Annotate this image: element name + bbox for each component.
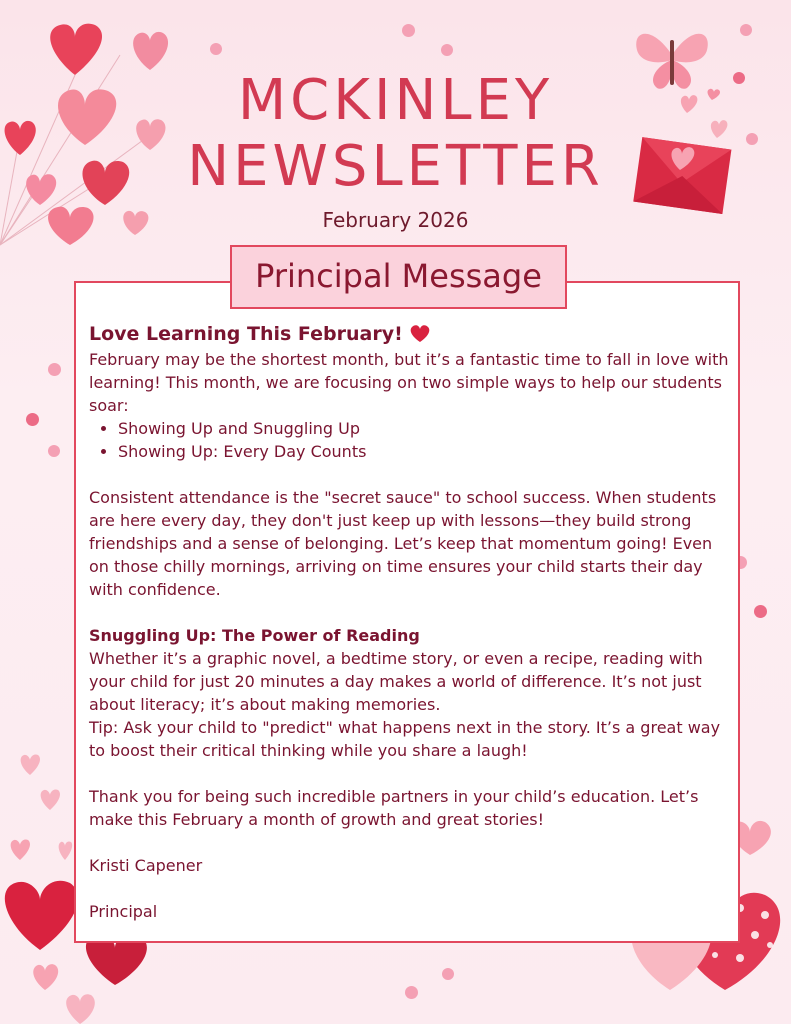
decor-dot [48, 363, 61, 376]
intro-paragraph: February may be the shortest month, but it’s a fantastic time to fall in love with learning! This month, we are focusing on two simple ways to help our students soar: [89, 350, 729, 415]
decor-dot [405, 986, 418, 999]
list-item: • Showing Up: Every Day Counts [118, 440, 735, 463]
section-tab: Principal Message [230, 245, 567, 309]
tip-paragraph: Tip: Ask your child to "predict" what happens next in the story. It’s a great way to boost their critical thinking while you share a laugh! [89, 718, 721, 760]
article-heading [89, 320, 735, 348]
decor-dot [26, 413, 39, 426]
decor-dot [442, 968, 454, 980]
list-item: • Showing Up and Snuggling Up [118, 417, 735, 440]
decor-dot [740, 24, 752, 36]
focus-list [89, 417, 735, 463]
newsletter-title-line1: MCKINLEY [237, 68, 554, 133]
thanks-paragraph: Thank you for being such incredible partners in your child’s education. Let’s make this February a month of growth and great stories! [89, 787, 699, 829]
decor-dot [441, 44, 453, 56]
article-heading-text: Love Learning This February! [89, 323, 403, 345]
decor-dot [210, 43, 222, 55]
reading-heading: Snuggling Up: The Power of Reading [89, 626, 420, 645]
article-body [89, 320, 735, 923]
heart-icon [409, 323, 431, 343]
signature-name: Kristi Capener [89, 856, 203, 875]
issue-date: February 2026 [322, 208, 469, 232]
reading-paragraph: Whether it’s a graphic novel, a bedtime story, or even a recipe, reading with your child for just 20 minutes a day makes a world of difference. It’s not just about literacy; it’s about making memories. [89, 649, 703, 714]
decor-dot [754, 605, 767, 618]
decor-dot [402, 24, 415, 37]
decor-dot [48, 445, 60, 457]
newsletter-title-line2: NEWSLETTER [187, 134, 604, 199]
signature-title: Principal [89, 902, 158, 921]
attendance-paragraph: Consistent attendance is the "secret sauce" to school success. When students are here every day, they don't just keep up with lessons—they build strong friendships and a sense of belonging. Let’s keep that momentum going! Even on those chilly mornings, arriving on time ensures your child starts their day with confidence. [89, 488, 717, 599]
